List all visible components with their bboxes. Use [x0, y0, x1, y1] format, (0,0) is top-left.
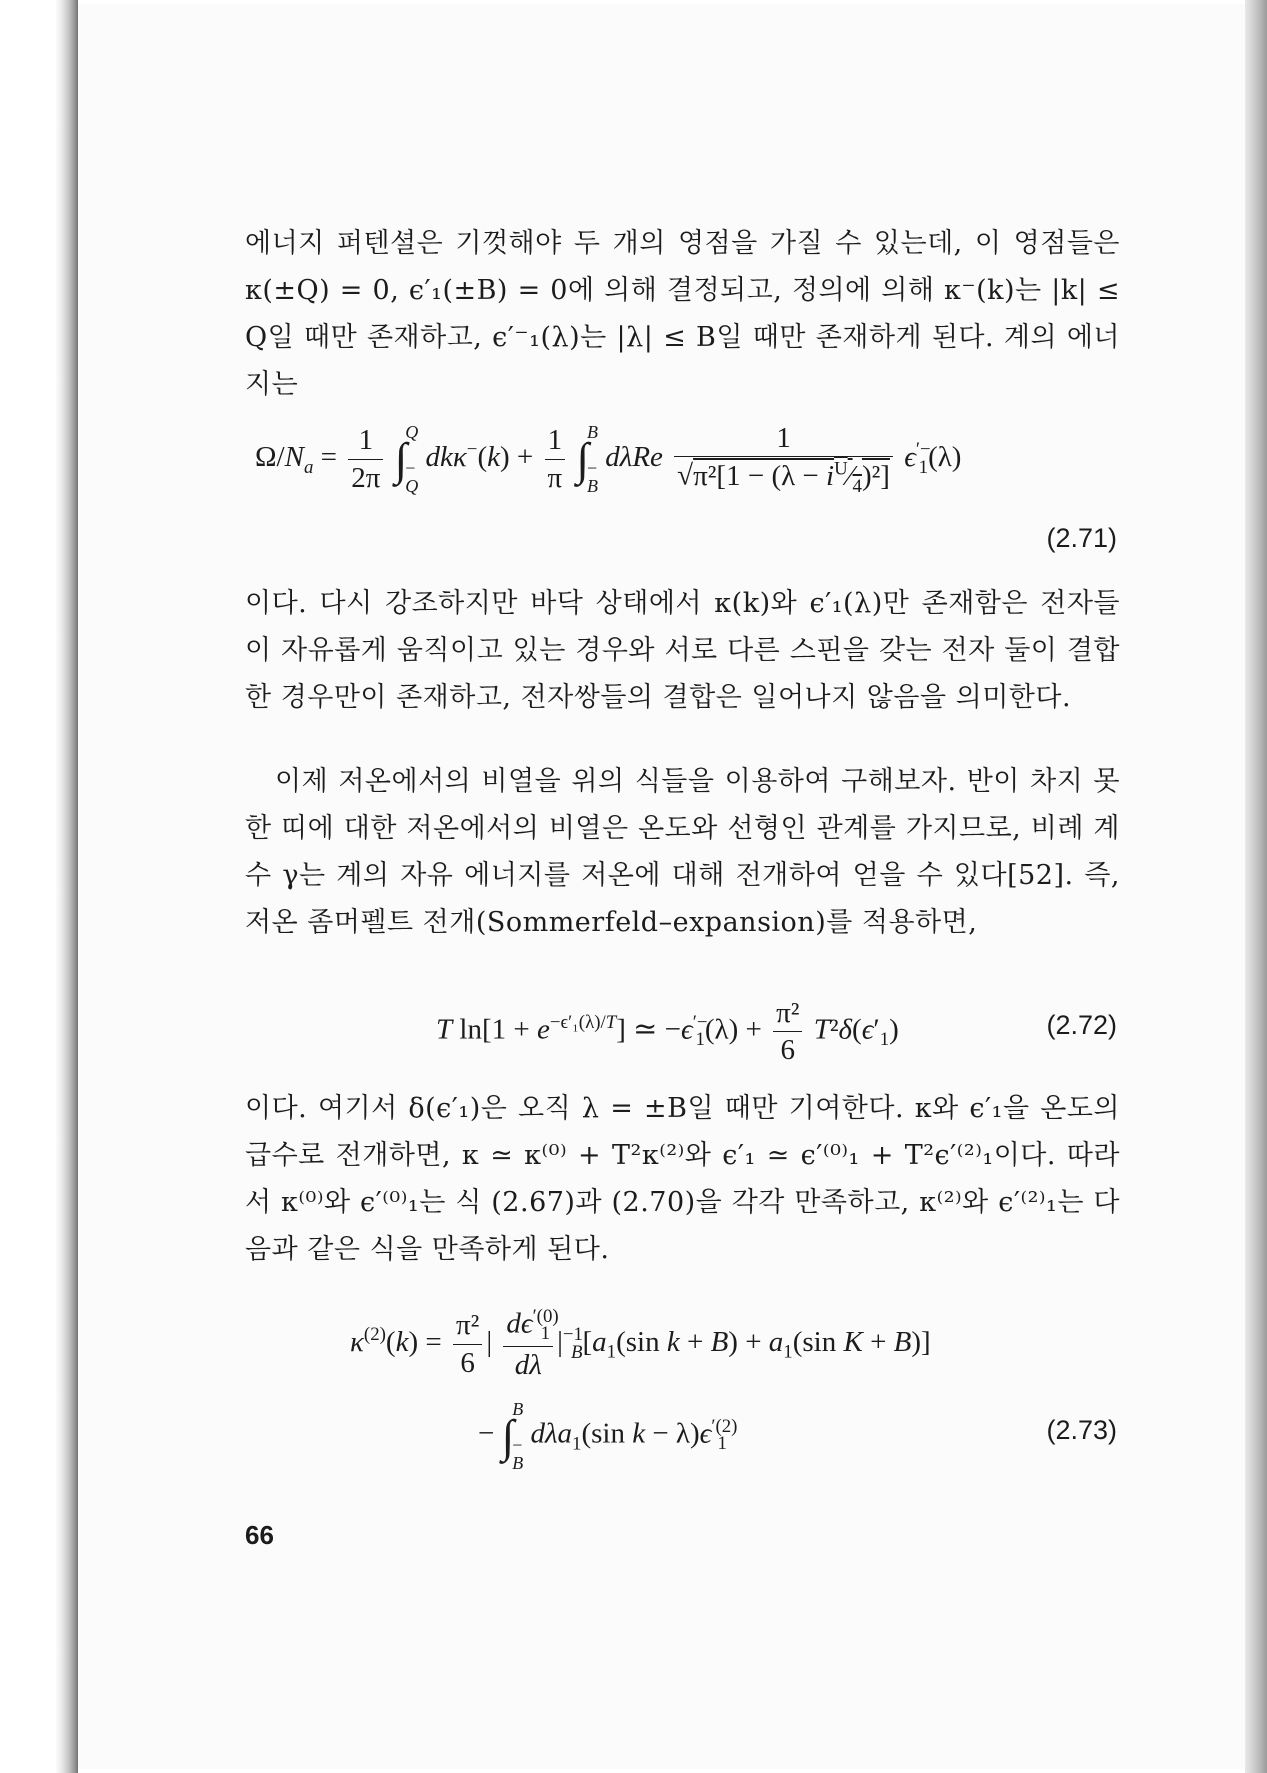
equation-2-73-line-2: − ∫ B − B dλa$_1$(sin $k - \lambda)\epsilon^{'(2)}_1$ — [478, 1399, 738, 1473]
page-right-edge — [1245, 0, 1267, 1773]
equation-number-2-71: (2.71) — [1046, 523, 1117, 553]
equation-2-72: T $\ln[1 + e^{-\epsilon'_1(\lambda)/T}]$ ≃ $-\epsilon^{'-}_1(\lambda)$ + $\frac{\text{π²}}{6}$ $T^2\delta(\epsilon'_1)$ — [436, 995, 899, 1069]
equation-number-2-73: (2.73) — [1046, 1415, 1117, 1445]
equation-2-73-line-1: $\kappa^{(2)}(k)$ = $\frac{\text{π²}}{6}$ | $\frac{d\epsilon^{'(0)}_1}{d\lambda}$ $|^{-1}_B[a_1(\sin$ $k + B) + a_1(\sin$ K + B)] — [350, 1305, 931, 1383]
page-binding-shadow — [0, 0, 78, 1773]
equation-number-2-72: (2.72) — [1046, 1010, 1117, 1040]
page-number: 66 — [245, 1520, 274, 1550]
paragraph-2: 이다. 다시 강조하지만 바닥 상태에서 κ(k)와 ϵ′₁(λ)만 존재함은 전자들이 자유롭게 움직이고 있는 경우와 서로 다른 스핀을 갖는 전자 둘이 결합한 경우만이 존재하고, 전자쌍들의 결합은 일어나지 않음을 의미한다. — [245, 588, 1120, 713]
equation-2-71: $\Omega/N_a$ = $\frac{1}{2\pi}$ ∫ Q − Q dkκ−(k) + $\frac{1}{\pi}$ ∫ B − B dλRe $\frac{1}{√\pi^2[1 - (\lambda - i^U⁄_4)^2]}$ $\epsilon^{'-}_1(\lambda)$ — [255, 422, 962, 497]
paragraph-3: 이제 저온에서의 비열을 위의 식들을 이용하여 구해보자. 반이 차지 못한 띠에 대한 저온에서의 비열은 온도와 선형인 관계를 가지므로, 비례 계수 γ는 계의 자유 에너지를 저온에 대해 전개하여 얻을 수 있다[52]. 즉, 저온 좀머펠트 전개(Sommerfeld–expansion)를 적용하면, — [245, 766, 1120, 938]
paragraph-1: 에너지 퍼텐셜은 기껏해야 두 개의 영점을 가질 수 있는데, 이 영점들은 κ(±Q) = 0, ϵ′₁(±B) = 0에 의해 결정되고, 정의에 의해 κ⁻(k)는 |k| ≤ Q일 때만 존재하고, ϵ′⁻₁(λ)는 |λ| ≤ B일 때만 존재하게 된다. 계의 에너지는 — [245, 228, 1120, 400]
paragraph-4: 이다. 여기서 δ(ϵ′₁)은 오직 λ = ±B일 때만 기여한다. κ와 ϵ′₁을 온도의 급수로 전개하면, κ ≃ κ⁽⁰⁾ + T²κ⁽²⁾와 ϵ′₁ ≃ ϵ′⁽⁰⁾₁ + T²ϵ′⁽²⁾₁이다. 따라서 κ⁽⁰⁾와 ϵ′⁽⁰⁾₁는 식 (2.67)과 (2.70)을 각각 만족하고, κ⁽²⁾와 ϵ′⁽²⁾₁는 다음과 같은 식을 만족하게 된다. — [245, 1093, 1120, 1265]
